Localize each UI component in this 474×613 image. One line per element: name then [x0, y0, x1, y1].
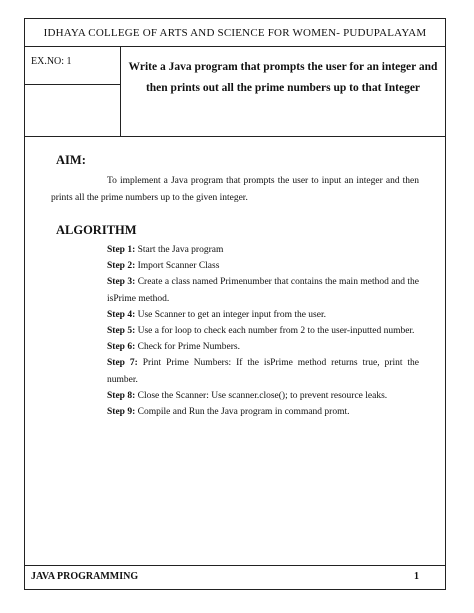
- algorithm-step: [107, 339, 419, 355]
- step-label: Step 6:: [107, 342, 136, 353]
- step-text: Compile and Run the Java program in command promt.: [137, 407, 350, 418]
- footer-subject: JAVA PROGRAMMING: [31, 571, 139, 582]
- exercise-header: [25, 47, 445, 137]
- step-text: Import Scanner Class: [137, 261, 220, 272]
- step-label: Step 7:: [107, 358, 138, 369]
- algorithm-step: [107, 274, 419, 306]
- step-text: Use a for loop to check each number from 2 to the user-inputted number.: [137, 326, 415, 337]
- algorithm-steps: [107, 242, 419, 420]
- exercise-title: Write a Java program that prompts the user for an integer and then prints out all the prime numbers up to that Integer: [128, 61, 438, 94]
- step-label: Step 9:: [107, 407, 136, 418]
- step-label: Step 4:: [107, 309, 136, 320]
- step-text: Create a class named Primenumber that contains the main method and the isPrime method.: [107, 277, 419, 304]
- algorithm-step: [107, 355, 419, 387]
- step-label: Step 1:: [107, 245, 136, 255]
- aim-text: To implement a Java program that prompts the user to input an integer and then prints all the prime numbers up to the given integer.: [51, 176, 419, 203]
- algorithm-step: [107, 258, 419, 274]
- algorithm-heading: ALGORITHM: [56, 223, 137, 237]
- algorithm-step: [107, 323, 419, 339]
- algorithm-step: [107, 242, 419, 258]
- step-text: Start the Java program: [137, 245, 224, 255]
- exercise-number: EX.NO: 1: [25, 47, 120, 85]
- algorithm-step: [107, 307, 419, 323]
- page-number: 1: [414, 571, 419, 582]
- page-footer: [25, 565, 445, 589]
- step-label: Step 8:: [107, 390, 136, 401]
- aim-heading: AIM:: [56, 153, 86, 167]
- step-text: Close the Scanner: Use scanner.close(); to prevent resource leaks.: [137, 390, 388, 401]
- algorithm-step: [107, 388, 419, 404]
- college-name: IDHAYA COLLEGE OF ARTS AND SCIENCE FOR WOMEN- PUDUPALAYAM: [25, 19, 445, 47]
- exercise-number-cell: [25, 47, 121, 136]
- step-label: Step 5:: [107, 326, 136, 337]
- step-label: Step 3:: [107, 277, 136, 288]
- step-label: Step 2:: [107, 261, 136, 272]
- algorithm-step: [107, 404, 419, 420]
- step-text: Use Scanner to get an integer input from the user.: [137, 309, 326, 320]
- step-text: Print Prime Numbers: If the isPrime method returns true, print the number.: [107, 358, 419, 385]
- page-frame: [24, 18, 446, 590]
- step-text: Check for Prime Numbers.: [137, 342, 240, 353]
